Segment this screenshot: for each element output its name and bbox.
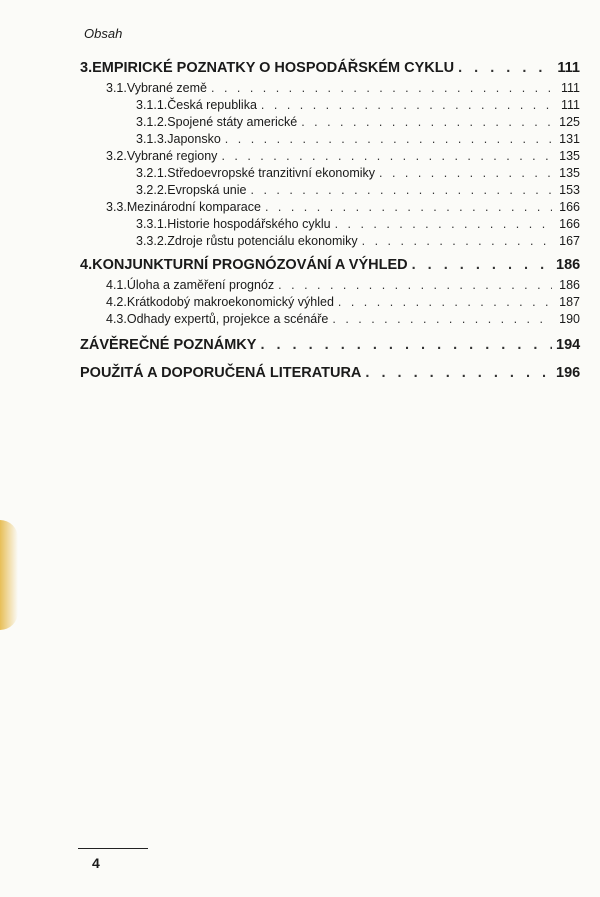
toc-subsection-3-3-2[interactable] (80, 234, 580, 251)
toc-page: 125 (559, 115, 580, 129)
toc-number: 3.2.2. (136, 183, 168, 197)
toc-subsection-3-3-1[interactable] (80, 217, 580, 234)
toc-section-4-1[interactable] (80, 278, 580, 295)
toc-title: Krátkodobý makroekonomický výhled (126, 295, 334, 309)
toc-page: 135 (559, 149, 580, 163)
toc-number: 3.1.3. (136, 132, 168, 146)
dot-leader (261, 98, 552, 112)
toc-title: POUŽITÁ A DOPORUČENÁ LITERATURA (80, 365, 362, 381)
toc-number: 3.2.1. (136, 166, 168, 180)
dot-leader (412, 257, 552, 273)
toc-page: 194 (556, 337, 581, 353)
toc-subsection-3-1-3[interactable] (80, 132, 580, 149)
toc-number: 3.3.1. (136, 217, 168, 231)
toc-page: 166 (559, 217, 580, 231)
dot-leader (301, 115, 552, 129)
toc-section-3-1[interactable] (80, 81, 580, 98)
toc-title: Spojené státy americké (167, 115, 298, 129)
toc-subsection-3-2-1[interactable] (80, 166, 580, 183)
toc-closing-notes[interactable] (80, 337, 580, 361)
toc-number: 3.1. (106, 81, 127, 95)
spacer (80, 329, 580, 333)
toc-section-4-3[interactable] (80, 312, 580, 329)
dot-leader (365, 365, 552, 381)
toc-page: 196 (556, 365, 581, 381)
toc-number: 3.2. (106, 149, 127, 163)
toc-title: Evropská unie (167, 183, 247, 197)
toc-page: 190 (559, 312, 580, 326)
toc-number: 4.1. (106, 278, 127, 292)
toc-title: Úloha a zaměření prognóz (126, 278, 275, 292)
toc-title: Zdroje růstu potenciálu ekonomiky (167, 234, 358, 248)
toc-section-3-2[interactable] (80, 149, 580, 166)
toc-title: KONJUNKTURNÍ PROGNÓZOVÁNÍ A VÝHLED (92, 257, 408, 273)
toc-number: 3.1.2. (136, 115, 168, 129)
toc-section-3-3[interactable] (80, 200, 580, 217)
table-of-contents (80, 58, 580, 389)
toc-page: 186 (559, 278, 580, 292)
toc-number: 4.2. (106, 295, 127, 309)
dot-leader (251, 183, 553, 197)
toc-chapter-4[interactable] (80, 257, 580, 278)
toc-title: Mezinárodní komparace (126, 200, 261, 214)
dot-leader (332, 312, 552, 326)
dot-leader (338, 295, 552, 309)
dot-leader (211, 81, 552, 95)
dot-leader (458, 60, 552, 76)
toc-number: 3.3. (106, 200, 127, 214)
toc-title: EMPIRICKÉ POZNATKY O HOSPODÁŘSKÉM CYKLU (92, 60, 455, 76)
toc-chapter-3[interactable] (80, 60, 580, 81)
dot-leader (260, 337, 552, 353)
toc-section-4-2[interactable] (80, 295, 580, 312)
toc-literature[interactable] (80, 365, 580, 389)
toc-number: 4. (80, 257, 93, 273)
toc-page: 111 (557, 60, 580, 76)
dot-leader (265, 200, 552, 214)
toc-number: 4.3. (106, 312, 127, 326)
toc-page: 167 (559, 234, 580, 248)
toc-page: 111 (560, 98, 580, 112)
toc-number: 3.3.2. (136, 234, 168, 248)
toc-page: 131 (559, 132, 580, 146)
toc-page: 166 (559, 200, 580, 214)
page-number: 4 (92, 855, 100, 871)
dot-leader (335, 217, 552, 231)
dot-leader (225, 132, 552, 146)
paper-stain (0, 520, 18, 630)
toc-title: Japonsko (167, 132, 221, 146)
running-head: Obsah (84, 26, 123, 41)
toc-page: 135 (559, 166, 580, 180)
toc-title: ZÁVĚREČNÉ POZNÁMKY (80, 337, 257, 353)
toc-page: 153 (559, 183, 580, 197)
toc-page: 111 (560, 81, 580, 95)
dot-leader (221, 149, 552, 163)
toc-subsection-3-2-2[interactable] (80, 183, 580, 200)
toc-page: 186 (556, 257, 581, 273)
toc-page: 187 (559, 295, 580, 309)
spacer (80, 251, 580, 255)
dot-leader (362, 234, 552, 248)
toc-subsection-3-1-2[interactable] (80, 115, 580, 132)
toc-number: 3. (80, 60, 93, 76)
toc-number: 3.1.1. (136, 98, 168, 112)
footer-rule (78, 848, 148, 849)
dot-leader (379, 166, 552, 180)
toc-title: Vybrané regiony (126, 149, 218, 163)
toc-title: Česká republika (167, 98, 257, 112)
toc-subsection-3-1-1[interactable] (80, 98, 580, 115)
toc-title: Vybrané země (126, 81, 207, 95)
toc-title: Historie hospodářského cyklu (167, 217, 331, 231)
toc-title: Středoevropské tranzitivní ekonomiky (167, 166, 376, 180)
dot-leader (278, 278, 552, 292)
toc-title: Odhady expertů, projekce a scénáře (126, 312, 329, 326)
